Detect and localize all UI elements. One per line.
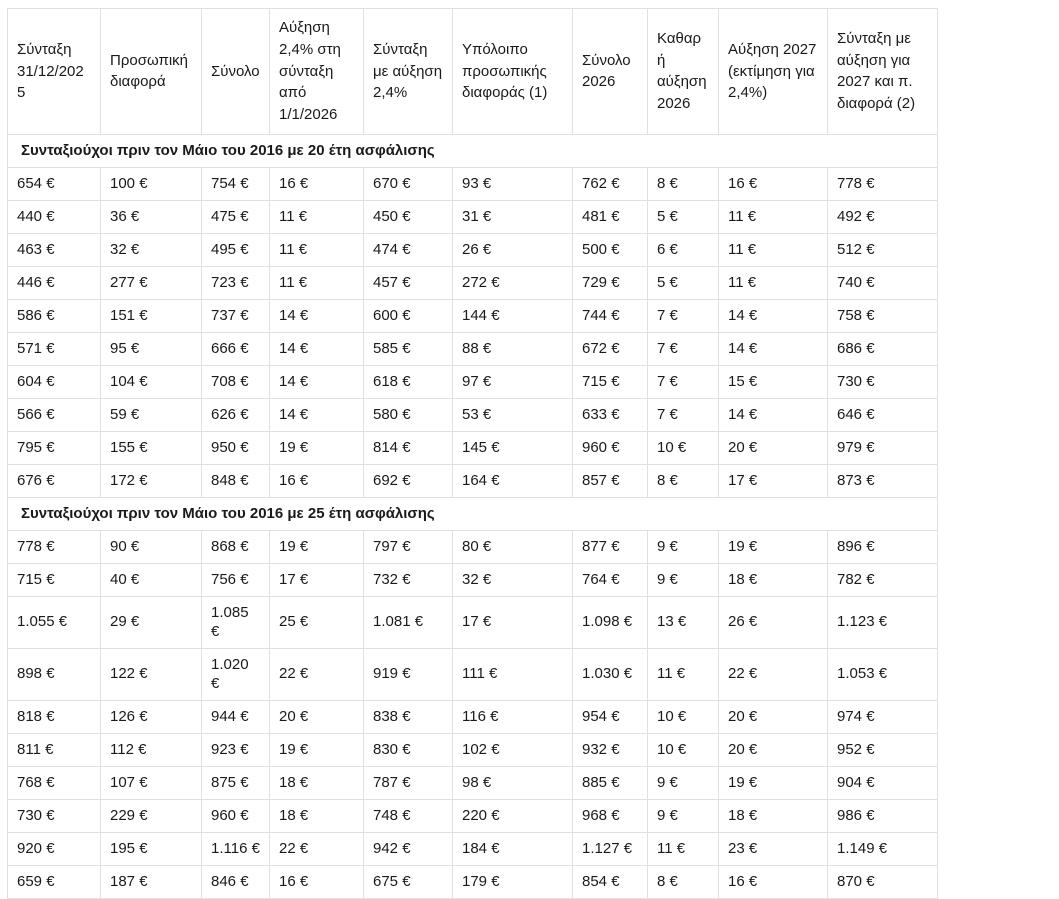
- table-cell: 708 €: [202, 365, 270, 398]
- column-header-8: Καθαρή αύξηση 2026: [648, 9, 719, 135]
- table-cell: 475 €: [202, 200, 270, 233]
- table-cell: 740 €: [828, 266, 938, 299]
- table-cell: 1.030 €: [573, 648, 648, 700]
- table-cell: 122 €: [101, 648, 202, 700]
- column-header-10: Σύνταξη με αύξηση για 2027 και π. διαφορά (2): [828, 9, 938, 135]
- table-cell: 16 €: [270, 167, 364, 200]
- table-cell: 919 €: [364, 648, 453, 700]
- table-cell: 8 €: [648, 865, 719, 898]
- table-cell: 179 €: [453, 865, 573, 898]
- table-cell: 31 €: [453, 200, 573, 233]
- table-cell: 107 €: [101, 766, 202, 799]
- table-cell: 14 €: [270, 398, 364, 431]
- table-cell: 960 €: [573, 431, 648, 464]
- table-cell: 16 €: [719, 865, 828, 898]
- table-cell: 16 €: [270, 464, 364, 497]
- table-cell: 495 €: [202, 233, 270, 266]
- table-cell: 144 €: [453, 299, 573, 332]
- table-cell: 26 €: [719, 596, 828, 648]
- table-cell: 633 €: [573, 398, 648, 431]
- table-cell: 932 €: [573, 733, 648, 766]
- table-cell: 512 €: [828, 233, 938, 266]
- table-cell: 15 €: [719, 365, 828, 398]
- table-cell: 16 €: [270, 865, 364, 898]
- table-cell: 17 €: [453, 596, 573, 648]
- table-cell: 675 €: [364, 865, 453, 898]
- table-row: [8, 266, 938, 299]
- table-cell: 715 €: [573, 365, 648, 398]
- table-cell: 1.053 €: [828, 648, 938, 700]
- table-cell: 723 €: [202, 266, 270, 299]
- table-cell: 732 €: [364, 563, 453, 596]
- table-cell: 145 €: [453, 431, 573, 464]
- table-cell: 220 €: [453, 799, 573, 832]
- table-cell: 898 €: [8, 648, 101, 700]
- table-cell: 16 €: [719, 167, 828, 200]
- table-cell: 920 €: [8, 832, 101, 865]
- table-cell: 184 €: [453, 832, 573, 865]
- table-cell: 26 €: [453, 233, 573, 266]
- table-cell: 1.020 €: [202, 648, 270, 700]
- table-cell: 6 €: [648, 233, 719, 266]
- table-cell: 670 €: [364, 167, 453, 200]
- table-cell: 446 €: [8, 266, 101, 299]
- table-cell: 19 €: [270, 733, 364, 766]
- section-title: Συνταξιούχοι πριν τον Μάιο του 2016 με 25 έτη ασφάλισης: [8, 497, 938, 530]
- table-cell: 474 €: [364, 233, 453, 266]
- table-cell: 10 €: [648, 733, 719, 766]
- table-cell: 795 €: [8, 431, 101, 464]
- table-cell: 29 €: [101, 596, 202, 648]
- table-cell: 830 €: [364, 733, 453, 766]
- table-cell: 10 €: [648, 700, 719, 733]
- table-cell: 672 €: [573, 332, 648, 365]
- table-cell: 782 €: [828, 563, 938, 596]
- table-cell: 481 €: [573, 200, 648, 233]
- table-cell: 90 €: [101, 530, 202, 563]
- table-row: [8, 233, 938, 266]
- table-cell: 22 €: [270, 832, 364, 865]
- table-cell: 19 €: [719, 530, 828, 563]
- table-cell: 17 €: [270, 563, 364, 596]
- table-cell: 787 €: [364, 766, 453, 799]
- table-cell: 116 €: [453, 700, 573, 733]
- table-cell: 11 €: [648, 648, 719, 700]
- table-cell: 22 €: [270, 648, 364, 700]
- column-header-9: Αύξηση 2027 (εκτίμηση για 2,4%): [719, 9, 828, 135]
- table-cell: 877 €: [573, 530, 648, 563]
- section-header-row: [8, 497, 938, 530]
- table-cell: 1.127 €: [573, 832, 648, 865]
- table-row: [8, 365, 938, 398]
- table-cell: 904 €: [828, 766, 938, 799]
- table-cell: 95 €: [101, 332, 202, 365]
- table-cell: 5 €: [648, 200, 719, 233]
- table-cell: 9 €: [648, 530, 719, 563]
- table-row: [8, 431, 938, 464]
- table-cell: 600 €: [364, 299, 453, 332]
- table-cell: 20 €: [270, 700, 364, 733]
- table-cell: 126 €: [101, 700, 202, 733]
- table-cell: 885 €: [573, 766, 648, 799]
- table-cell: 19 €: [270, 530, 364, 563]
- table-cell: 450 €: [364, 200, 453, 233]
- table-cell: 764 €: [573, 563, 648, 596]
- table-cell: 13 €: [648, 596, 719, 648]
- table-cell: 748 €: [364, 799, 453, 832]
- table-cell: 155 €: [101, 431, 202, 464]
- table-cell: 23 €: [719, 832, 828, 865]
- table-cell: 59 €: [101, 398, 202, 431]
- table-cell: 22 €: [719, 648, 828, 700]
- table-cell: 952 €: [828, 733, 938, 766]
- table-cell: 11 €: [270, 233, 364, 266]
- table-cell: 9 €: [648, 766, 719, 799]
- table-cell: 18 €: [719, 563, 828, 596]
- table-cell: 25 €: [270, 596, 364, 648]
- table-cell: 18 €: [270, 799, 364, 832]
- table-cell: 875 €: [202, 766, 270, 799]
- table-cell: 172 €: [101, 464, 202, 497]
- table-cell: 950 €: [202, 431, 270, 464]
- table-cell: 8 €: [648, 167, 719, 200]
- table-cell: 846 €: [202, 865, 270, 898]
- column-header-7: Σύνολο 2026: [573, 9, 648, 135]
- table-cell: 744 €: [573, 299, 648, 332]
- table-cell: 32 €: [101, 233, 202, 266]
- table-cell: 778 €: [828, 167, 938, 200]
- table-cell: 1.098 €: [573, 596, 648, 648]
- table-cell: 986 €: [828, 799, 938, 832]
- table-cell: 715 €: [8, 563, 101, 596]
- table-cell: 566 €: [8, 398, 101, 431]
- table-cell: 17 €: [719, 464, 828, 497]
- table-cell: 53 €: [453, 398, 573, 431]
- table-cell: 923 €: [202, 733, 270, 766]
- table-cell: 272 €: [453, 266, 573, 299]
- table-cell: 9 €: [648, 563, 719, 596]
- table-cell: 848 €: [202, 464, 270, 497]
- table-cell: 797 €: [364, 530, 453, 563]
- table-row: [8, 648, 938, 700]
- table-cell: 14 €: [719, 398, 828, 431]
- table-cell: 18 €: [719, 799, 828, 832]
- table-row: [8, 332, 938, 365]
- table-cell: 500 €: [573, 233, 648, 266]
- table-cell: 666 €: [202, 332, 270, 365]
- table-cell: 762 €: [573, 167, 648, 200]
- table-cell: 896 €: [828, 530, 938, 563]
- table-cell: 646 €: [828, 398, 938, 431]
- table-cell: 14 €: [270, 332, 364, 365]
- table-cell: 195 €: [101, 832, 202, 865]
- table-cell: 8 €: [648, 464, 719, 497]
- table-cell: 93 €: [453, 167, 573, 200]
- table-cell: 737 €: [202, 299, 270, 332]
- table-row: [8, 398, 938, 431]
- table-cell: 868 €: [202, 530, 270, 563]
- column-header-6: Υπόλοιπο προσωπικής διαφοράς (1): [453, 9, 573, 135]
- table-cell: 873 €: [828, 464, 938, 497]
- column-header-1: Σύνταξη 31/12/2025: [8, 9, 101, 135]
- table-cell: 20 €: [719, 431, 828, 464]
- table-row: [8, 563, 938, 596]
- table-cell: 659 €: [8, 865, 101, 898]
- table-cell: 11 €: [648, 832, 719, 865]
- table-cell: 187 €: [101, 865, 202, 898]
- pension-table: [7, 8, 938, 899]
- table-cell: 112 €: [101, 733, 202, 766]
- column-header-3: Σύνολο: [202, 9, 270, 135]
- table-cell: 164 €: [453, 464, 573, 497]
- table-cell: 586 €: [8, 299, 101, 332]
- table-cell: 32 €: [453, 563, 573, 596]
- table-cell: 974 €: [828, 700, 938, 733]
- table-cell: 97 €: [453, 365, 573, 398]
- section-title: Συνταξιούχοι πριν τον Μάιο του 2016 με 20 έτη ασφάλισης: [8, 134, 938, 167]
- table-cell: 20 €: [719, 700, 828, 733]
- table-row: [8, 799, 938, 832]
- table-cell: 692 €: [364, 464, 453, 497]
- table-cell: 11 €: [270, 266, 364, 299]
- table-cell: 10 €: [648, 431, 719, 464]
- table-row: [8, 530, 938, 563]
- table-row: [8, 700, 938, 733]
- table-cell: 5 €: [648, 266, 719, 299]
- table-cell: 811 €: [8, 733, 101, 766]
- table-cell: 778 €: [8, 530, 101, 563]
- table-cell: 1.116 €: [202, 832, 270, 865]
- table-cell: 11 €: [719, 233, 828, 266]
- column-header-4: Αύξηση 2,4% στη σύνταξη από 1/1/2026: [270, 9, 364, 135]
- table-cell: 1.085 €: [202, 596, 270, 648]
- table-cell: 11 €: [270, 200, 364, 233]
- table-cell: 979 €: [828, 431, 938, 464]
- table-cell: 730 €: [8, 799, 101, 832]
- table-row: [8, 464, 938, 497]
- table-cell: 463 €: [8, 233, 101, 266]
- table-cell: 277 €: [101, 266, 202, 299]
- table-cell: 854 €: [573, 865, 648, 898]
- table-cell: 626 €: [202, 398, 270, 431]
- table-row: [8, 832, 938, 865]
- table-row: [8, 200, 938, 233]
- table-cell: 758 €: [828, 299, 938, 332]
- table-cell: 838 €: [364, 700, 453, 733]
- table-cell: 36 €: [101, 200, 202, 233]
- table-cell: 1.123 €: [828, 596, 938, 648]
- table-cell: 954 €: [573, 700, 648, 733]
- table-cell: 440 €: [8, 200, 101, 233]
- table-cell: 14 €: [719, 332, 828, 365]
- table-cell: 7 €: [648, 332, 719, 365]
- table-cell: 19 €: [270, 431, 364, 464]
- table-row: [8, 167, 938, 200]
- table-cell: 102 €: [453, 733, 573, 766]
- table-cell: 88 €: [453, 332, 573, 365]
- table-cell: 944 €: [202, 700, 270, 733]
- table-cell: 580 €: [364, 398, 453, 431]
- table-cell: 768 €: [8, 766, 101, 799]
- table-cell: 729 €: [573, 266, 648, 299]
- column-header-2: Προσωπική διαφορά: [101, 9, 202, 135]
- table-cell: 20 €: [719, 733, 828, 766]
- table-cell: 457 €: [364, 266, 453, 299]
- table-cell: 870 €: [828, 865, 938, 898]
- table-cell: 19 €: [719, 766, 828, 799]
- table-cell: 754 €: [202, 167, 270, 200]
- table-cell: 814 €: [364, 431, 453, 464]
- table-cell: 80 €: [453, 530, 573, 563]
- table-cell: 686 €: [828, 332, 938, 365]
- table-cell: 756 €: [202, 563, 270, 596]
- table-cell: 151 €: [101, 299, 202, 332]
- table-cell: 104 €: [101, 365, 202, 398]
- table-cell: 14 €: [270, 299, 364, 332]
- table-cell: 18 €: [270, 766, 364, 799]
- table-row: [8, 766, 938, 799]
- table-cell: 604 €: [8, 365, 101, 398]
- header-row: [8, 9, 938, 135]
- table-cell: 960 €: [202, 799, 270, 832]
- table-cell: 818 €: [8, 700, 101, 733]
- table-cell: 618 €: [364, 365, 453, 398]
- table-cell: 40 €: [101, 563, 202, 596]
- table-cell: 730 €: [828, 365, 938, 398]
- table-cell: 11 €: [719, 200, 828, 233]
- table-cell: 7 €: [648, 398, 719, 431]
- table-cell: 229 €: [101, 799, 202, 832]
- table-cell: 676 €: [8, 464, 101, 497]
- table-cell: 942 €: [364, 832, 453, 865]
- table-cell: 1.081 €: [364, 596, 453, 648]
- table-cell: 98 €: [453, 766, 573, 799]
- table-cell: 1.055 €: [8, 596, 101, 648]
- table-cell: 11 €: [719, 266, 828, 299]
- table-cell: 14 €: [270, 365, 364, 398]
- table-cell: 1.149 €: [828, 832, 938, 865]
- table-cell: 968 €: [573, 799, 648, 832]
- table-cell: 857 €: [573, 464, 648, 497]
- table-row: [8, 733, 938, 766]
- table-cell: 492 €: [828, 200, 938, 233]
- table-cell: 14 €: [719, 299, 828, 332]
- table-cell: 571 €: [8, 332, 101, 365]
- table-row: [8, 299, 938, 332]
- column-header-5: Σύνταξη με αύξηση 2,4%: [364, 9, 453, 135]
- section-header-row: [8, 134, 938, 167]
- table-cell: 7 €: [648, 299, 719, 332]
- table-cell: 9 €: [648, 799, 719, 832]
- table-cell: 654 €: [8, 167, 101, 200]
- table-cell: 111 €: [453, 648, 573, 700]
- table-cell: 585 €: [364, 332, 453, 365]
- table-cell: 100 €: [101, 167, 202, 200]
- table-row: [8, 596, 938, 648]
- table-cell: 7 €: [648, 365, 719, 398]
